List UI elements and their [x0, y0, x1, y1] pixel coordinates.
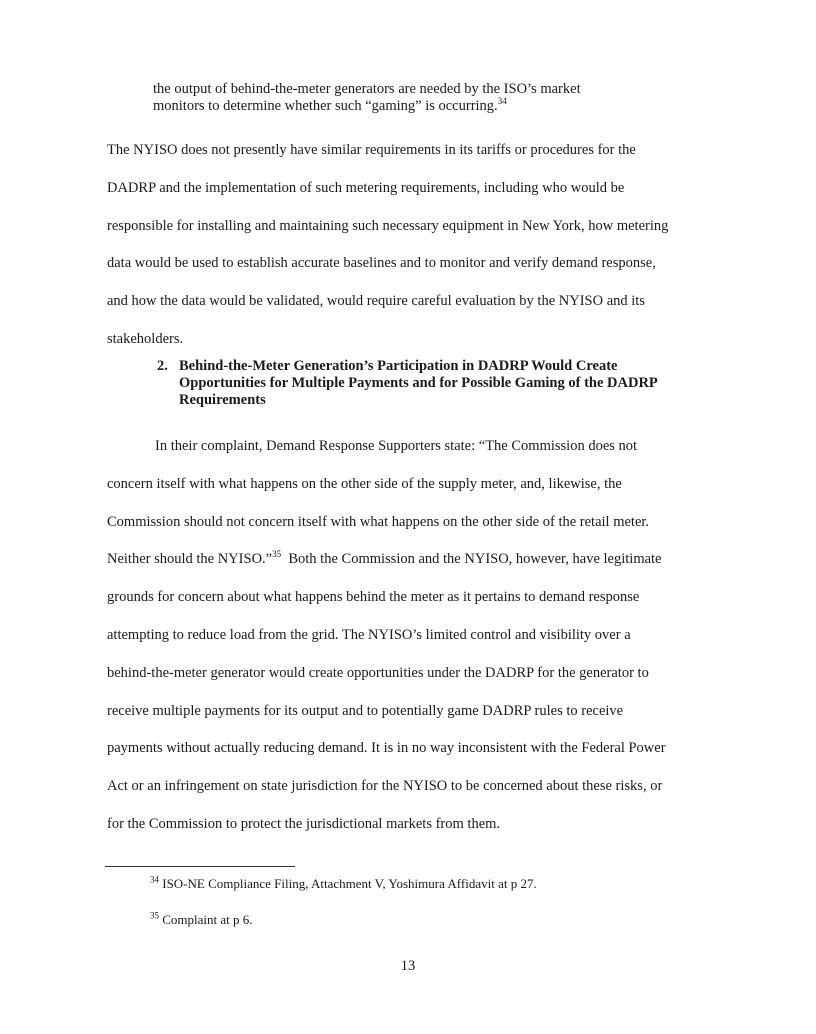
footnote-number: 34 — [150, 874, 159, 885]
footnote-34 — [150, 876, 537, 892]
paragraph-complaint — [107, 428, 719, 844]
heading-text: Behind-the-Meter Generation’s Participation in DADRP Would Create — [179, 358, 618, 374]
paragraph-line: data would be used to establish accurate baselines and to monitor and verify demand response, — [107, 255, 656, 272]
paragraph-line: In their complaint, Demand Response Supporters state: “The Commission does not — [155, 438, 638, 454]
paragraph-metering — [107, 132, 717, 359]
paragraph-line: stakeholders. — [107, 330, 184, 347]
paragraph-line: responsible for installing and maintaining such necessary equipment in New York, how metering — [107, 217, 669, 234]
paragraph-line: grounds for concern about what happens behind the meter as it pertains to demand response — [107, 589, 640, 606]
quote-line: the output of behind-the-meter generators are needed by the ISO’s market — [153, 81, 581, 97]
footnote-ref-35: 35 — [272, 549, 282, 560]
paragraph-line: and how the data would be validated, would require careful evaluation by the NYISO and its — [107, 293, 645, 310]
paragraph-line — [107, 541, 719, 579]
paragraph-text: Both the Commission and the NYISO, however, have legitimate — [281, 551, 662, 568]
block-quote — [153, 81, 693, 115]
footnote-text: Complaint at p 6. — [159, 912, 253, 927]
footnote-35 — [150, 912, 253, 928]
section-heading — [157, 358, 717, 409]
footnote-number: 35 — [150, 910, 159, 921]
paragraph-line: receive multiple payments for its output and to potentially game DADRP rules to receive — [107, 702, 624, 719]
footnote-ref-34: 34 — [497, 96, 507, 107]
paragraph-text: Neither should the NYISO.” — [107, 551, 273, 568]
heading-number: 2. — [157, 358, 168, 374]
paragraph-line: attempting to reduce load from the grid. The NYISO’s limited control and visibility over a — [107, 626, 631, 643]
paragraph-line: Commission should not concern itself with what happens on the other side of the retail meter. — [107, 513, 650, 530]
paragraph-line: behind-the-meter generator would create opportunities under the DADRP for the generator to — [107, 664, 649, 681]
heading-line — [157, 358, 717, 375]
quote-line — [153, 98, 693, 115]
page-number: 13 — [400, 958, 416, 974]
paragraph-line: Act or an infringement on state jurisdiction for the NYISO to be concerned about these risks, or — [107, 778, 663, 795]
footnote-text: ISO-NE Compliance Filing, Attachment V, Yoshimura Affidavit at p 27. — [159, 876, 537, 891]
paragraph-line: payments without actually reducing demand. It is in no way inconsistent with the Federal Power — [107, 740, 666, 757]
paragraph-line: DADRP and the implementation of such metering requirements, including who would be — [107, 179, 625, 196]
heading-line: Requirements — [179, 392, 266, 408]
footnote-divider — [105, 866, 295, 867]
heading-line: Opportunities for Multiple Payments and for Possible Gaming of the DADRP — [179, 375, 658, 391]
quote-text: monitors to determine whether such “gaming” is occurring. — [153, 98, 498, 114]
paragraph-line: The NYISO does not presently have similar requirements in its tariffs or procedures for the — [107, 142, 636, 158]
paragraph-line: for the Commission to protect the jurisdictional markets from them. — [107, 815, 501, 832]
paragraph-line: concern itself with what happens on the other side of the supply meter, and, likewise, the — [107, 475, 622, 492]
